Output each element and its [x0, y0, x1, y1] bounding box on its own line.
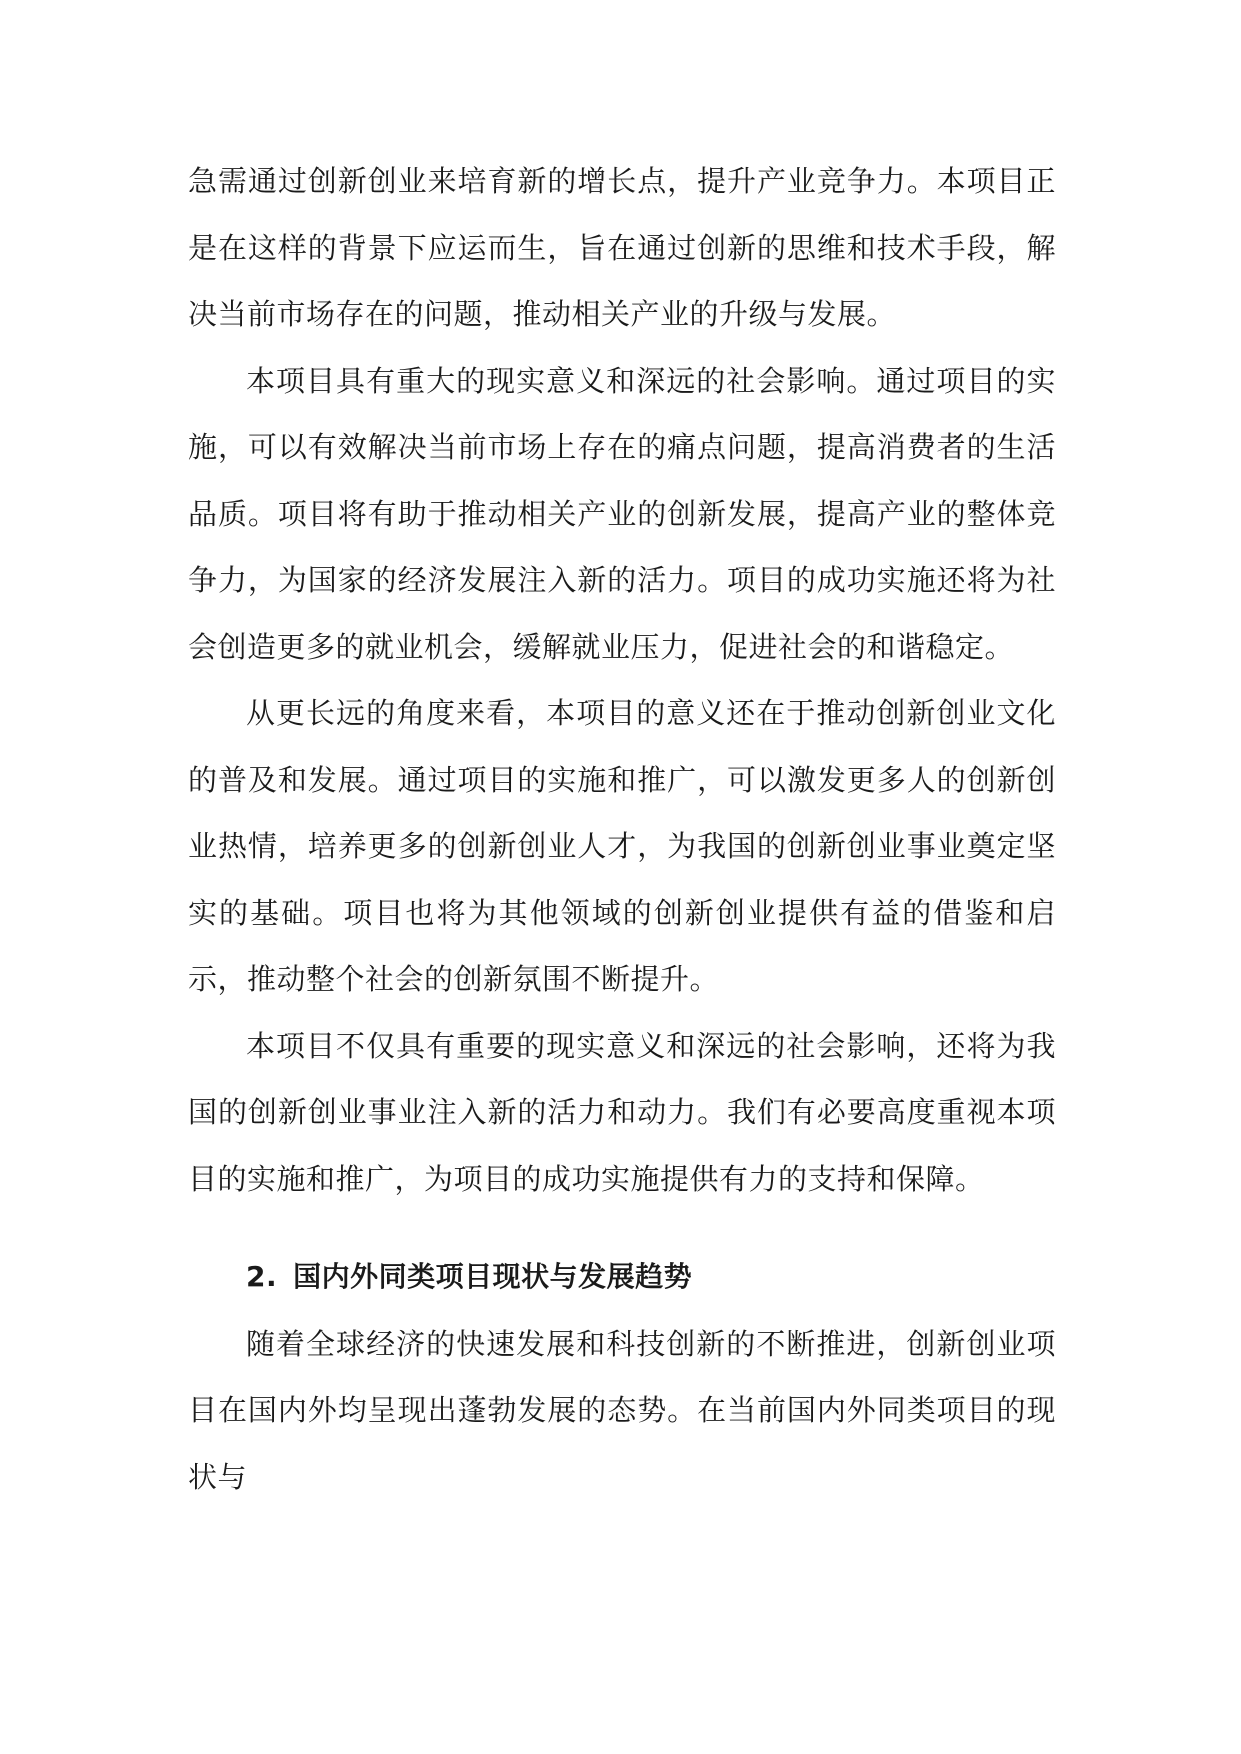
- document-body: [188, 148, 1056, 1510]
- paragraph-significance: 本项目具有重大的现实意义和深远的社会影响。通过项目的实施，可以有效解决当前市场上存在的痛点问题，提高消费者的生活品质。项目将有助于推动相关产业的创新发展，提高产业的整体竞争力，为国家的经济发展注入新的活力。项目的成功实施还将为社会创造更多的就业机会，缓解就业压力，促进社会的和谐稳定。: [188, 363, 1056, 664]
- paragraph-continuation: 急需通过创新创业来培育新的增长点，提升产业竞争力。本项目正是在这样的背景下应运而生，旨在通过创新的思维和技术手段，解决当前市场存在的问题，推动相关产业的升级与发展。: [188, 164, 1056, 331]
- paragraph-section-intro: 随着全球经济的快速发展和科技创新的不断推进，创新创业项目在国内外均呈现出蓬勃发展的态势。在当前国内外同类项目的现状与: [188, 1326, 1056, 1494]
- section-number: 2.: [246, 1260, 278, 1293]
- section-title: 国内外同类项目现状与发展趋势: [293, 1260, 693, 1293]
- paragraph-long-term: 从更长远的角度来看，本项目的意义还在于推动创新创业文化的普及和发展。通过项目的实施和推广，可以激发更多人的创新创业热情，培养更多的创新创业人才，为我国的创新创业事业奠定坚实的基础。项目也将为其他领域的创新创业提供有益的借鉴和启示，推动整个社会的创新氛围不断提升。: [188, 696, 1056, 996]
- section-heading: [188, 1244, 1056, 1311]
- paragraph-conclusion: 本项目不仅具有重要的现实意义和深远的社会影响，还将为我国的创新创业事业注入新的活力和动力。我们有必要高度重视本项目的实施和推广，为项目的成功实施提供有力的支持和保障。: [188, 1028, 1056, 1196]
